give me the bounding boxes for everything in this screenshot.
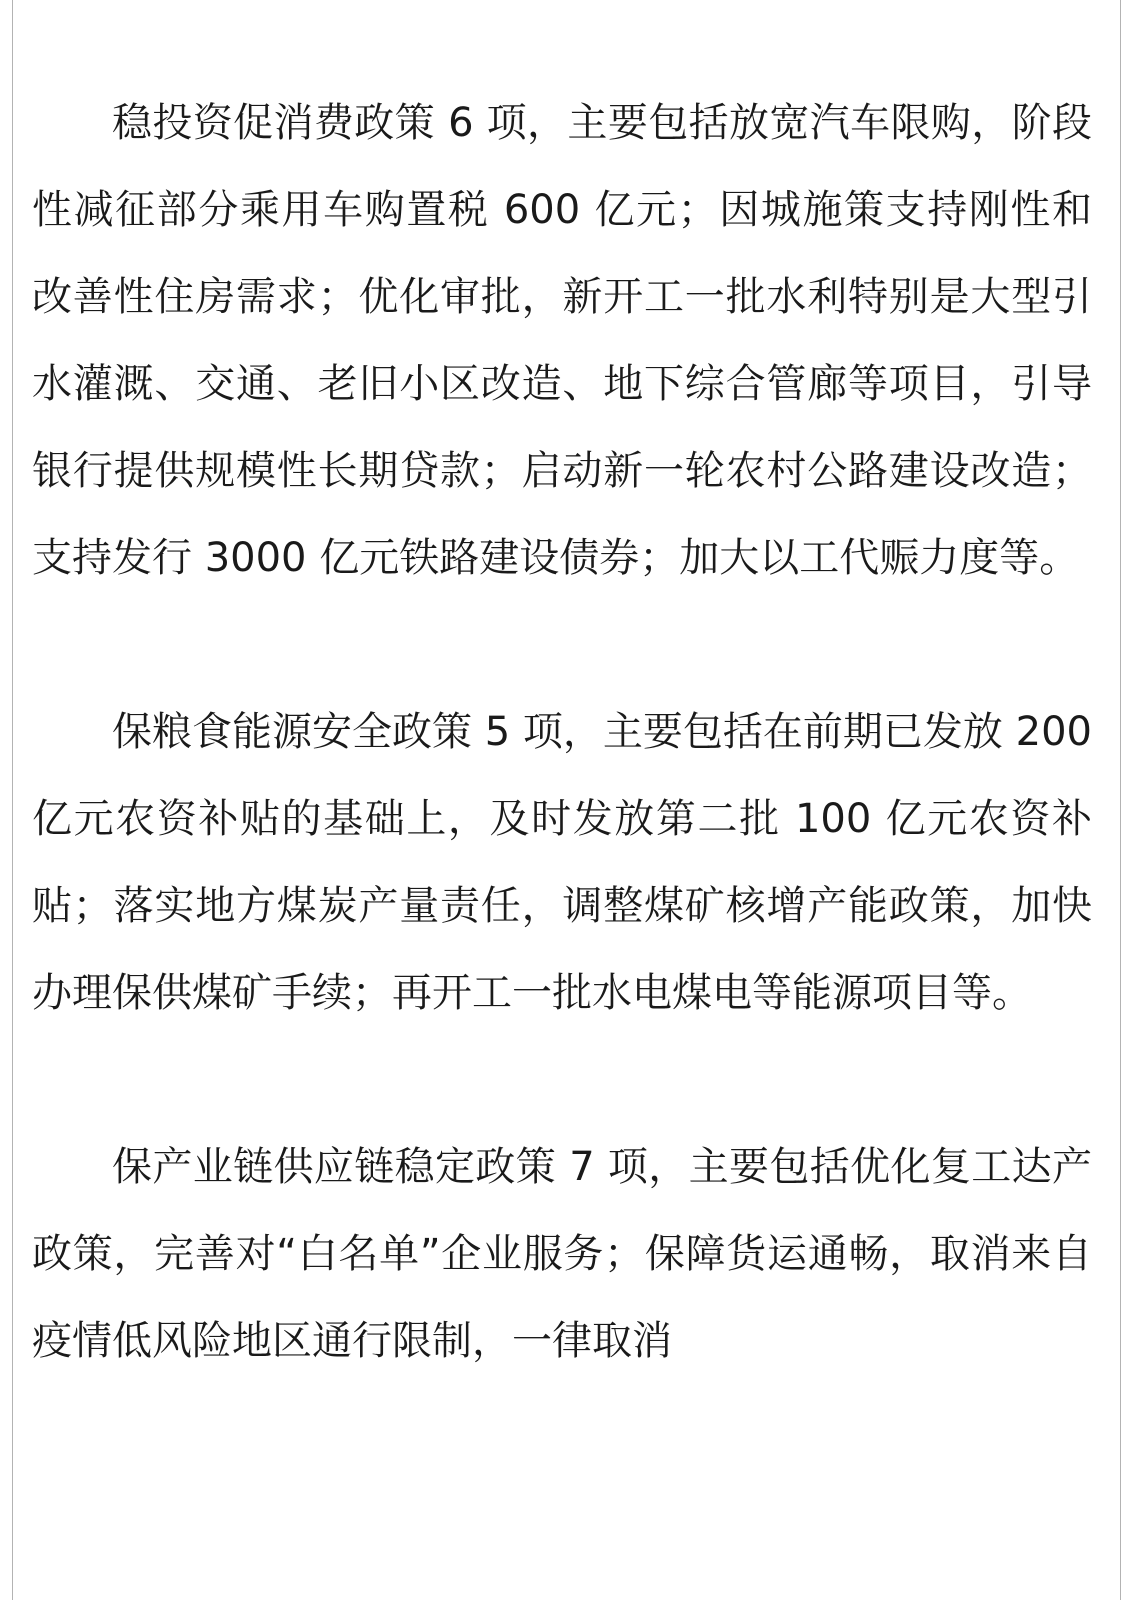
article-body xyxy=(32,80,1092,1472)
paragraph-food-energy-security: 保粮食能源安全政策 5 项，主要包括在前期已发放 200 亿元农资补贴的基础上，及时发放第二批 100 亿元农资补贴；落实地方煤炭产量责任，调整煤矿核增产能政策，加快办理保供煤矿手续；再开工一批水电煤电等能源项目等。 xyxy=(32,709,1092,1016)
paragraph-investment-consumption: 稳投资促消费政策 6 项，主要包括放宽汽车限购，阶段性减征部分乘用车购置税 600 亿元；因城施策支持刚性和改善性住房需求；优化审批，新开工一批水利特别是大型引水灌溉、交通、老旧小区改造、地下综合管廊等项目，引导银行提供规模性长期贷款；启动新一轮农村公路建设改造；支持发行 3000 亿元铁路建设债券；加大以工代赈力度等。 xyxy=(32,100,1092,581)
paragraph-supply-chain-stability: 保产业链供应链稳定政策 7 项，主要包括优化复工达产政策，完善对“白名单”企业服务；保障货运通畅，取消来自疫情低风险地区通行限制，一律取消 xyxy=(32,1144,1092,1364)
